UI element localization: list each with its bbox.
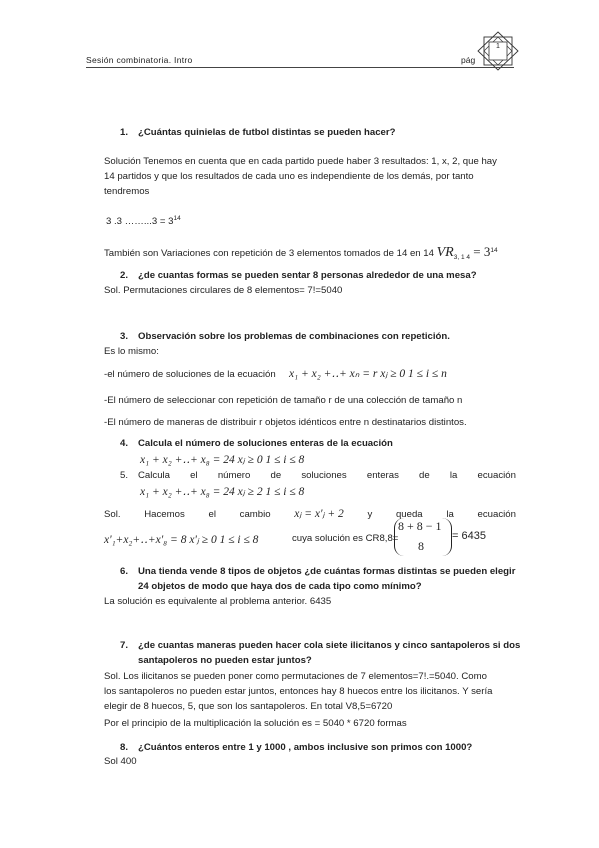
q1-product-exponent: 14 xyxy=(173,215,181,222)
q5-solution-row xyxy=(104,506,516,520)
q1-product-text: 3 .3 ……...3 = 3 xyxy=(106,216,174,228)
q5-word: número xyxy=(217,470,251,481)
q1-title: ¿Cuántas quinielas de futbol distintas se pueden hacer? xyxy=(138,127,396,138)
q5-title xyxy=(138,470,516,481)
q5-tail-word: queda xyxy=(395,509,423,520)
q5-sol-word: Sol. xyxy=(104,509,121,520)
q5-tail-word: ecuación xyxy=(477,509,516,520)
q5-word: enteras xyxy=(366,470,399,481)
q1-number: 1. xyxy=(120,127,129,138)
q5-cr-text: cuya solución es CR8,8= xyxy=(292,533,399,544)
q6-number: 6. xyxy=(120,566,129,577)
q6-solution: La solución es equivalente al problema anterior. 6435 xyxy=(104,596,332,607)
q7-solution-line2: los santapoleros no pueden estar juntos, entonces hay 8 huecos entre los ilicitanos. Y sería xyxy=(104,686,493,697)
q5-word: de xyxy=(419,470,430,481)
q3-line1: Es lo mismo: xyxy=(104,346,159,357)
q1-vr: VR xyxy=(436,245,454,260)
q5-tail-word: la xyxy=(446,509,454,520)
q5-tail-word: y xyxy=(367,509,373,520)
q6-title-line2: 24 objetos de modo que haya dos de cada tipo como mínimo? xyxy=(138,581,422,592)
page-number: 1 xyxy=(496,43,500,50)
q5-result: = 6435 xyxy=(452,530,486,542)
q3-line4: -El número de maneras de distribuir r objetos idénticos entre n destinatarios distintos. xyxy=(104,417,467,428)
q5-change: xⱼ = x'ⱼ + 2 xyxy=(294,508,344,520)
header-title: Sesión combinatoria. Intro xyxy=(86,55,193,65)
q2-solution: Sol. Permutaciones circulares de 8 elementos= 7!=5040 xyxy=(104,285,343,296)
q1-solution-line3: tendremos xyxy=(104,186,150,197)
q7-principle: Por el principio de la multiplicación la solución es = 5040 * 6720 formas xyxy=(104,718,407,729)
q5-number: 5. xyxy=(120,470,129,481)
q5-word: la xyxy=(449,470,458,481)
q1-vr-exp: 14 xyxy=(490,246,498,254)
q8-solution: Sol 400 xyxy=(104,756,137,767)
q1-solution-line2: 14 partidos y que los resultados de cada uno es independiente de los demás, por tanto xyxy=(104,171,474,182)
q7-solution-line1: Sol. Los ilicitanos se pueden poner como permutaciones de 7 elementos=7!.=5040. Como xyxy=(104,671,487,682)
q8-number: 8. xyxy=(120,742,129,753)
q7-solution-line3: elegir de 8 huecos, 5, que son los santapoleros. En total V8,5=6720 xyxy=(104,701,393,712)
q1-solution-line1: Solución Tenemos en cuenta que en cada partido puede haber 3 resultados: 1, x, 2, que hay xyxy=(104,156,497,167)
q1-vr-sub: 3, 1 4 xyxy=(453,253,470,261)
q8-title: ¿Cuántos enteros entre 1 y 1000 , ambos inclusive son primos con 1000? xyxy=(138,742,473,753)
q4-equation: x₁ + x₂ +‥+ x₈ = 24 xⱼ ≥ 0 1 ≤ i ≤ 8 xyxy=(140,454,305,466)
q7-number: 7. xyxy=(120,640,129,651)
q5-binomial-top: 8 + 8 − 1 xyxy=(398,519,442,533)
q1-also xyxy=(104,244,498,261)
q1-vr-eq: = 3 xyxy=(470,244,491,259)
q4-title: Calcula el número de soluciones enteras de la ecuación xyxy=(138,438,393,449)
q1-product xyxy=(106,215,181,227)
header-page-label: pág xyxy=(461,55,476,65)
q5-word: soluciones xyxy=(301,470,347,481)
q7-title-line2: santapoleros no pueden estar juntos? xyxy=(138,655,312,666)
q2-number: 2. xyxy=(120,270,129,281)
header-rule xyxy=(86,67,514,68)
q5-sol-word: cambio xyxy=(239,509,271,520)
q3-line3: -El número de seleccionar con repetición de tamaño r de una colección de tamaño n xyxy=(104,395,463,406)
q6-title-line1: Una tienda vende 8 tipos de objetos ¿de cuántas formas distintas se pueden elegir xyxy=(138,566,516,577)
q5-word: de xyxy=(270,470,282,481)
q2-title: ¿de cuantas formas se pueden sentar 8 personas alrededor de una mesa? xyxy=(138,270,477,281)
q1-also-text: También son Variaciones con repetición de 3 elementos tomados de 14 en 14 xyxy=(104,248,434,259)
q5-sol-word: el xyxy=(208,509,216,520)
q7-title-line1: ¿de cuantas maneras pueden hacer cola siete ilicitanos y cinco santapoleros si dos xyxy=(138,640,521,651)
q4-number: 4. xyxy=(120,438,129,449)
emblem-icon xyxy=(476,31,520,71)
q5-sol-word: Hacemos xyxy=(144,509,185,520)
q5-equation: x₁ + x₂ +‥+ x₈ = 24 xⱼ ≥ 2 1 ≤ i ≤ 8 xyxy=(140,486,305,498)
q3-number: 3. xyxy=(120,331,129,342)
q5-binomial-bottom: 8 xyxy=(418,539,424,553)
q5-equation2: x'₁+x₂+‥+x'₈ = 8 x'ⱼ ≥ 0 1 ≤ i ≤ 8 xyxy=(104,534,259,546)
q5-word: Calcula xyxy=(138,470,170,481)
q3-title: Observación sobre los problemas de combinaciones con repetición. xyxy=(138,331,450,342)
page-emblem xyxy=(476,31,520,71)
q3-line2: -el número de soluciones de la ecuación xyxy=(104,369,276,380)
q3-equation: x₁ + x₂ +‥+ xₙ = r xⱼ ≥ 0 1 ≤ i ≤ n xyxy=(289,368,447,380)
q5-word: ecuación xyxy=(477,470,516,481)
q5-word: el xyxy=(190,470,198,481)
